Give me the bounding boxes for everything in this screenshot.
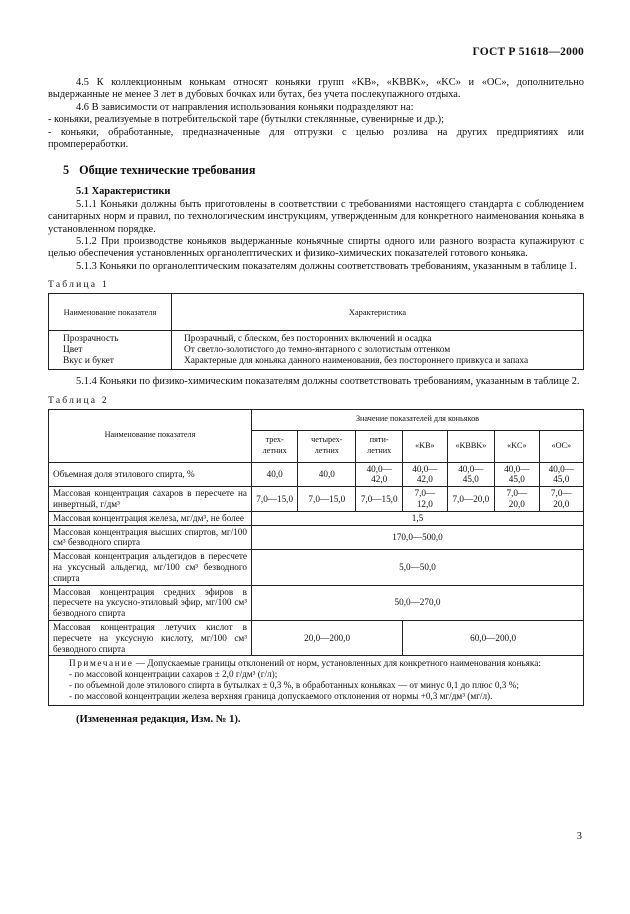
note-label: Примечание — [69, 658, 134, 669]
paragraph-4-6-item-2: - коньяки, обработанные, предназначенные для отгрузки с целью розлива на других предприятиях или промпереработки. — [48, 126, 584, 151]
table-2-header-name: Наименование показателя — [49, 409, 252, 462]
table-2-cell: 7,0—20,0 — [447, 487, 495, 512]
section-5-number: 5 — [63, 163, 70, 178]
table-row — [49, 525, 584, 550]
table-2-col-header: «KC» — [495, 430, 539, 462]
table-row — [49, 511, 584, 525]
table-2-cell: 170,0—500,0 — [252, 525, 584, 550]
paragraph-5-1-2: 5.1.2 При производстве коньяков выдержанные коньячные спирты одного или разного возраста купажируют с целью обеспечения установленных органолептических и физико-химических показателей готового коньяка. — [48, 236, 584, 260]
table-2-row-name: Объемная доля этилового спирта, % — [49, 462, 252, 487]
table-1-value: Прозрачный, с блеском, без посторонних включений и осадка — [184, 334, 432, 345]
table-2-col-header: четырех-летних — [298, 430, 356, 462]
table-row — [49, 462, 584, 487]
section-5-1-heading: 5.1 Характеристики — [76, 186, 171, 198]
table-1-name: Прозрачность — [49, 331, 172, 346]
table-2-col-header: пяти-летних — [356, 430, 403, 462]
table-2-cell: 7,0—20,0 — [539, 487, 583, 512]
table-2-row-name: Массовая концентрация высших спиртов, мг/100 см³ безводного спирта — [49, 525, 252, 550]
table-2-cell: 5,0—50,0 — [252, 550, 584, 585]
paragraph-4-6: 4.6 В зависимости от направления использования коньяки подразделяют на: — [76, 101, 414, 113]
table-2-cell: 7,0—15,0 — [356, 487, 403, 512]
table-2-row-name: Массовая концентрация средних эфиров в пересчете на уксусно-этиловый эфир, мг/100 см³ безводного спирта — [49, 585, 252, 620]
table-2-cell: 50,0—270,0 — [252, 585, 584, 620]
table-2-col-header: «OC» — [539, 430, 583, 462]
table-1-value: Характерные для коньяка данного наименования, без постороннего привкуса и запаха — [184, 356, 529, 367]
table-2-col-header: «KBBK» — [447, 430, 495, 462]
table-2-row-name: Массовая концентрация железа, мг/дм³, не более — [49, 511, 252, 525]
table-row — [49, 621, 584, 656]
table-2-cell: 1,5 — [252, 511, 584, 525]
table-2-cell: 40,0—45,0 — [447, 462, 495, 487]
table-2-cell: 7,0—15,0 — [298, 487, 356, 512]
table-2 — [48, 409, 584, 706]
table-2-cell: 20,0—200,0 — [252, 621, 403, 656]
section-5-heading — [63, 163, 584, 178]
table-2-cell: 40,0—42,0 — [356, 462, 403, 487]
note-intro: — Допускаемые границы отклонений от норм, установленных для конкретного наименования коньяка: — [135, 658, 541, 669]
table-2-cell: 60,0—200,0 — [403, 621, 584, 656]
table-2-note — [49, 656, 584, 705]
paragraph-4-5: 4.5 К коллекционным конькам относят коньяки групп «KB», «KBBK», «KC» и «OC», дополнительно выдержанные не менее 3 лет в дубовых бочках или бутах, без учета послекупажного отдыха. — [48, 77, 584, 101]
table-row — [49, 585, 584, 620]
paragraph-5-1-4: 5.1.4 Коньяки по физико-химическим показателям должны соответствовать требованиям, указанным в таблице 2. — [76, 376, 580, 388]
table-2-col-header: «KB» — [403, 430, 447, 462]
table-2-cell: 40,0—45,0 — [539, 462, 583, 487]
table-1-value: От светло-золотистого до темно-янтарного с золотистым оттенком — [184, 345, 451, 356]
table-2-cell: 40,0 — [298, 462, 356, 487]
table-2-cell: 40,0—45,0 — [495, 462, 539, 487]
table-2-header-group: Значение показателей для коньяков — [252, 409, 584, 430]
table-2-row-name: Массовая концентрация альдегидов в пересчете на уксусный альдегид, мг/100 см³ безводного спирта — [49, 550, 252, 585]
table-1-name: Цвет — [49, 345, 172, 356]
table-1-caption: Таблица 1 — [48, 279, 109, 291]
edition-note: (Измененная редакция, Изм. № 1). — [76, 713, 241, 725]
table-1 — [48, 293, 584, 370]
table-2-row-name: Массовая концентрация сахаров в пересчете на инвертный, г/дм³ — [49, 487, 252, 512]
table-1-header-name: Наименование показателя — [49, 294, 172, 331]
table-1-name: Вкус и букет — [49, 356, 172, 370]
note-item: - по объемной доле этилового спирта в бутылках ± 0,3 %, в обработанных коньяках — от минус 0,1 до плюс 0,3 %; — [69, 680, 519, 691]
note-item: - по массовой концентрации железа верхняя граница допускаемого отклонения от нормы +0,3 мг/дм³ (мг/л). — [69, 690, 493, 701]
section-5-title: Общие технические требования — [79, 163, 256, 178]
paragraph-4-6-item-1: - коньяки, реализуемые в потребительской таре (бутылки стеклянные, сувенирные и др.); — [48, 114, 444, 126]
paragraph-5-1-1: 5.1.1 Коньяки должны быть приготовлены в соответствии с требованиями настоящего стандарта с соблюдением санитарных норм и правил, по технологическим инструкциям, утвержденным для конкретного наименования коньяка в установленном порядке. — [48, 198, 584, 235]
table-row — [49, 487, 584, 512]
page-number: 3 — [576, 831, 582, 842]
table-2-cell: 40,0 — [252, 462, 298, 487]
table-2-cell: 7,0—15,0 — [252, 487, 298, 512]
table-2-row-name: Массовая концентрация летучих кислот в пересчете на уксусную кислоту, мг/100 см³ безводного спирта — [49, 621, 252, 656]
page-body — [48, 40, 584, 725]
table-2-col-header: трех-летних — [252, 430, 298, 462]
table-row — [49, 550, 584, 585]
paragraph-5-1-3: 5.1.3 Коньяки по органолептическим показателям должны соответствовать требованиям, указанным в таблице 1. — [76, 260, 577, 272]
document-id: ГОСТ Р 51618—2000 — [472, 46, 584, 58]
table-2-cell: 7,0—12,0 — [403, 487, 447, 512]
table-1-header-characteristic: Характеристика — [172, 294, 584, 331]
note-item: - по массовой концентрации сахаров ± 2,0 г/дм³ (г/л); — [69, 669, 278, 680]
table-2-cell: 7,0—20,0 — [495, 487, 539, 512]
table-2-caption: Таблица 2 — [48, 394, 109, 406]
table-2-cell: 40,0—42,0 — [403, 462, 447, 487]
